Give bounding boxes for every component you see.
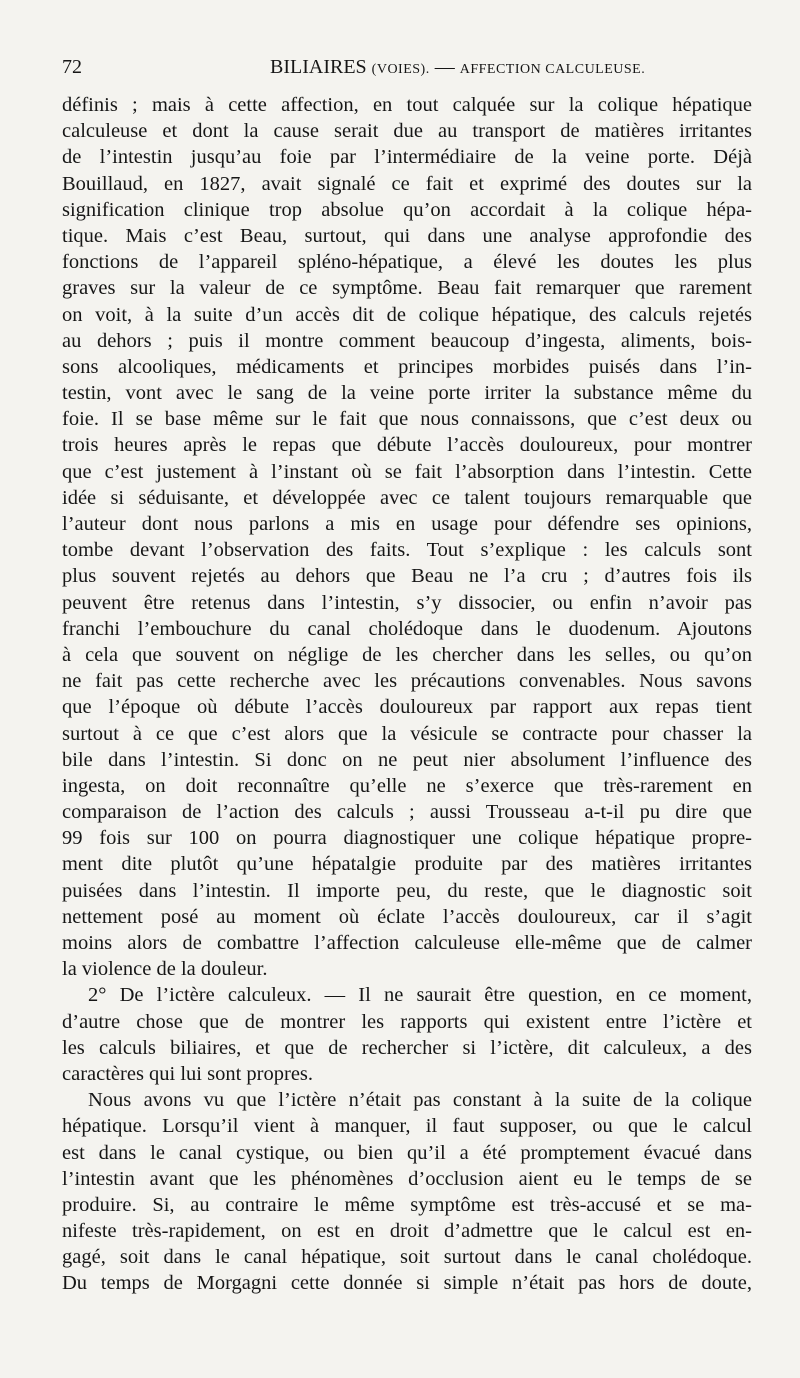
text-line: franchi l’embouchure du canal cholédoque dans le duodenum. Ajoutons: [62, 617, 752, 640]
page-number: 72: [62, 56, 82, 78]
text-line: au dehors ; puis il montre comment beaucoup d’ingesta, aliments, bois-: [62, 329, 752, 352]
text-line: les calculs biliaires, et que de rechercher si l’ictère, dit calculeux, a des: [62, 1036, 752, 1059]
text-line: nettement posé au moment où éclate l’accès douloureux, car il s’agit: [62, 905, 752, 928]
text-line: d’autre chose que de montrer les rapports qui existent entre l’ictère et: [62, 1010, 752, 1033]
text-line: trois heures après le repas que débute l’accès douloureux, pour montrer: [62, 434, 752, 457]
text-line: Du temps de Morgagni cette donnée si simple n’était pas hors de doute,: [62, 1272, 752, 1295]
text-line: nifeste très-rapidement, on est en droit d’admettre que le calcul est en-: [62, 1220, 752, 1243]
section-heading-line: 2° De l’ictère calculeux. — Il ne saurait être question, en ce moment,: [88, 984, 752, 1007]
text-line: plus souvent rejetés au dehors que Beau ne l’a cru ; d’autres fois ils: [62, 565, 752, 588]
text-line: moins alors de combattre l’affection calculeuse elle-même que de calmer: [62, 932, 752, 954]
text-line: signification clinique trop absolue qu’on accordait à la colique hépa-: [62, 198, 752, 221]
text-line: on voit, à la suite d’un accès dit de colique hépatique, des calculs rejetés: [62, 303, 752, 326]
text-line: de l’intestin jusqu’au foie par l’intermédiaire de la veine porte. Déjà: [62, 146, 752, 169]
text-line: l’auteur dont nous parlons a mis en usage pour défendre ses opinions,: [62, 513, 752, 535]
text-line: Nous avons vu que l’ictère n’était pas constant à la suite de la colique: [88, 1089, 752, 1112]
text-line: que l’époque où débute l’accès douloureux par rapport aux repas tient: [62, 696, 752, 719]
text-line: 99 fois sur 100 on pourra diagnostiquer une colique hépatique propre-: [62, 827, 752, 850]
text-line: la violence de la douleur.: [62, 958, 268, 981]
header-title: BILIAIRES: [270, 56, 367, 78]
running-header: [62, 56, 752, 92]
running-title: [270, 56, 645, 79]
text-line: bile dans l’intestin. Si donc on ne peut nier absolument l’influence des: [62, 748, 752, 771]
text-line: tique. Mais c’est Beau, surtout, qui dans une analyse approfondie des: [62, 224, 752, 247]
text-line: ingesta, on doit reconnaître qu’elle ne s’exerce que très-rarement en: [62, 774, 752, 797]
header-section: AFFECTION CALCULEUSE.: [459, 62, 646, 77]
text-line: calculeuse et dont la cause serait due au transport de matières irritantes: [62, 120, 752, 143]
text-line: gagé, soit dans le canal hépatique, soit surtout dans le canal cholédoque.: [62, 1246, 752, 1269]
text-line: définis ; mais à cette affection, en tout calquée sur la colique hépatique: [62, 94, 752, 116]
text-line: est dans le canal cystique, ou bien qu’il a été promptement évacué dans: [62, 1141, 752, 1164]
text-line: caractères qui lui sont propres.: [62, 1062, 314, 1085]
text-line: foie. Il se base même sur le fait que nous connaissons, que c’est deux ou: [62, 408, 752, 431]
text-line: idée si séduisante, et développée avec ce talent toujours remarquable que: [62, 486, 752, 509]
text-line: testin, vont avec le sang de la veine porte irriter la substance même du: [62, 382, 752, 405]
text-line: graves sur la valeur de ce symptôme. Beau fait remarquer que rarement: [62, 277, 752, 300]
text-line: hépatique. Lorsqu’il vient à manquer, il faut supposer, ou que le calcul: [62, 1115, 752, 1138]
text-line: l’intestin avant que les phénomènes d’occlusion aient eu le temps de se: [62, 1167, 752, 1190]
header-title-part: (VOIES).: [371, 62, 430, 77]
text-line: à cela que souvent on néglige de les chercher dans les selles, ou qu’on: [62, 643, 752, 666]
text-line: Bouillaud, en 1827, avait signalé ce fait et exprimé des doutes sur la: [62, 172, 752, 195]
text-line: que c’est justement à l’instant où se fait l’absorption dans l’intestin. Cette: [62, 460, 752, 483]
text-line: sons alcooliques, médicaments et principes morbides puisés dans l’in-: [62, 355, 752, 378]
text-line: puisées dans l’intestin. Il importe peu, du reste, que le diagnostic soit: [62, 879, 752, 902]
text-line: tombe devant l’observation des faits. Tout s’explique : les calculs sont: [62, 539, 752, 562]
text-line: ne fait pas cette recherche avec les précautions convenables. Nous savons: [62, 670, 752, 693]
text-line: produire. Si, au contraire le même symptôme est très-accusé et se ma-: [62, 1193, 752, 1216]
body-text: [62, 92, 752, 1297]
header-dash: —: [429, 56, 460, 78]
text-line: fonctions de l’appareil spléno-hépatique, a élevé les doutes les plus: [62, 251, 752, 274]
text-line: comparaison de l’action des calculs ; aussi Trousseau a-t-il pu dire que: [62, 801, 752, 824]
text-line: surtout à ce que c’est alors que la vésicule se contracte pour chasser la: [62, 722, 752, 745]
text-line: peuvent être retenus dans l’intestin, s’y dissocier, ou enfin n’avoir pas: [62, 591, 752, 614]
text-line: ment dite plutôt qu’une hépatalgie produite par des matières irritantes: [62, 853, 752, 876]
